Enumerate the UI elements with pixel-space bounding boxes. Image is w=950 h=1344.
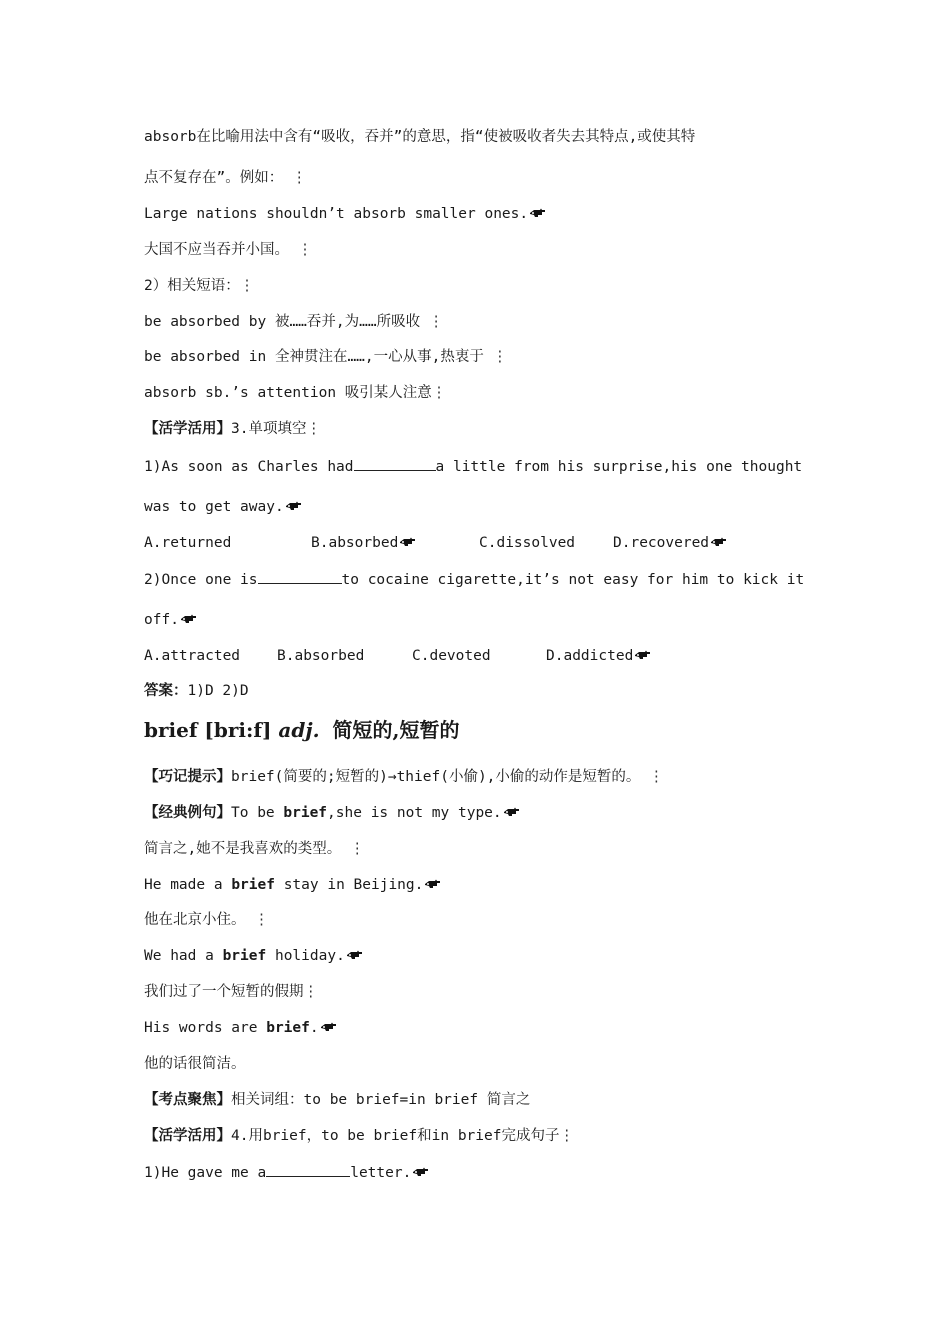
question-1-line-2 — [144, 497, 303, 517]
hand-pointer-icon — [180, 613, 198, 625]
text-line: He made a — [144, 877, 232, 893]
option-b: B.absorbed — [277, 648, 365, 664]
text-line: His words are — [144, 1020, 267, 1036]
text-line: letter. — [350, 1165, 412, 1181]
example-3-en — [144, 946, 364, 966]
text-line: 4.用brief，to be brief和in brief完成句子 — [231, 1128, 560, 1144]
text-line: 3.单项填空 — [231, 421, 307, 437]
vertical-ellipsis-mark: ⋮ — [303, 984, 318, 1000]
option-a: A.attracted — [144, 648, 241, 664]
focus-line — [144, 1090, 530, 1110]
text-line: 相关词组：to be brief=in brief 简言之 — [231, 1092, 531, 1108]
word-heading — [144, 716, 460, 744]
option-text: D.recovered — [613, 535, 710, 551]
text-line: . — [309, 1020, 319, 1036]
vertical-ellipsis-mark: ⋮ — [239, 278, 255, 294]
text-line: off. — [144, 612, 179, 628]
phrase-line-2 — [144, 347, 507, 367]
example-cn-line — [144, 240, 312, 260]
hand-pointer-icon — [710, 536, 728, 548]
keyword: brief — [231, 877, 275, 893]
vertical-ellipsis-mark: ⋮ — [254, 912, 269, 928]
text-line: 1)As soon as Charles had — [144, 459, 354, 475]
section-label: 【巧记提示】 — [144, 769, 231, 785]
vertical-ellipsis-mark: ⋮ — [428, 314, 444, 330]
keyword: brief — [222, 948, 267, 964]
section-label: 【活学活用】 — [144, 421, 231, 437]
keyword: brief — [266, 1020, 310, 1036]
text-line: To be — [231, 805, 284, 821]
example-1-en — [144, 803, 521, 823]
headword: brief — [144, 718, 198, 742]
phrase-line-3 — [144, 383, 446, 403]
text-line: 点不复存在”。例如： — [144, 170, 284, 186]
text-line: 2)Once one is — [144, 572, 258, 588]
hand-pointer-icon — [412, 1166, 430, 1178]
hand-pointer-icon — [399, 536, 417, 548]
text-line: 2）相关短语： — [144, 278, 240, 294]
vertical-ellipsis-mark: ⋮ — [559, 1128, 574, 1144]
hand-pointer-icon — [424, 878, 442, 890]
option-text: D.addicted — [546, 648, 634, 664]
text-line: brief(简要的;短暂的)→thief(小偷),小偷的动作是短暂的。 — [231, 769, 641, 785]
hand-pointer-icon — [634, 649, 652, 661]
vertical-ellipsis-mark: ⋮ — [306, 421, 321, 437]
text-line: be absorbed in 全神贯注在……,一心从事,热衷于 — [144, 349, 484, 365]
question-2-start — [144, 569, 804, 589]
text-line: was to get away. — [144, 499, 284, 515]
option-d — [613, 533, 728, 553]
hand-pointer-icon — [320, 1021, 338, 1033]
exercise-heading-2 — [144, 1126, 574, 1146]
sentence-1-line — [144, 1162, 430, 1182]
vertical-ellipsis-mark: ⋮ — [297, 242, 313, 258]
question-2-line-1 — [144, 569, 806, 589]
text-line: to cocaine cigarette,it’s not easy for him to kick it — [341, 572, 805, 588]
text-line: Large nations shouldn’t absorb smaller ones. — [144, 206, 529, 222]
answer-line — [144, 681, 249, 701]
paragraph-line-2 — [144, 168, 306, 188]
example-3-cn — [144, 982, 318, 1002]
hand-pointer-icon — [346, 949, 364, 961]
phrases-heading — [144, 276, 254, 296]
text-line: We had a — [144, 948, 223, 964]
answer-text: 1)D 2)D — [187, 683, 249, 699]
text-line: 1)He gave me a — [144, 1165, 267, 1181]
answer-label: 答案： — [144, 683, 188, 699]
exercise-heading-1 — [144, 419, 321, 439]
question-1-start — [144, 456, 802, 476]
keyword: brief — [283, 805, 328, 821]
option-a: A.returned — [144, 535, 232, 551]
hand-pointer-icon — [529, 207, 547, 219]
vertical-ellipsis-mark: ⋮ — [349, 841, 365, 857]
example-2-en — [144, 875, 442, 895]
question-1-line-1 — [144, 456, 806, 476]
text-line: absorb sb.’s attention 吸引某人注意 — [144, 385, 432, 401]
vertical-ellipsis-mark: ⋮ — [649, 769, 664, 785]
text-line: 他的话很简洁。 — [144, 1056, 246, 1072]
text-line: 简言之,她不是我喜欢的类型。 — [144, 841, 342, 857]
example-en-line — [144, 204, 547, 224]
option-c: C.devoted — [412, 648, 491, 664]
phonetic: [bri:f] — [204, 718, 272, 742]
answer-blank — [266, 1162, 350, 1177]
text-line: a little from his surprise,his one thought — [435, 459, 803, 475]
example-2-cn — [144, 910, 269, 930]
text-line: ,she is not my type. — [327, 805, 502, 821]
section-label: 【经典例句】 — [144, 805, 231, 821]
vertical-ellipsis-mark: ⋮ — [431, 385, 447, 401]
text-line: holiday. — [266, 948, 345, 964]
text-line: 他在北京小住。 — [144, 912, 246, 928]
hand-pointer-icon — [285, 500, 303, 512]
text-line: absorb在比喻用法中含有“吸收，吞并”的意思，指“使被吸收者失去其特点,或使其特 — [144, 129, 696, 145]
option-c: C.dissolved — [479, 535, 576, 551]
vertical-ellipsis-mark: ⋮ — [492, 349, 508, 365]
hand-pointer-icon — [503, 806, 521, 818]
section-label: 【活学活用】 — [144, 1128, 231, 1144]
part-of-speech: adj. — [278, 718, 320, 742]
phrase-line-1 — [144, 312, 443, 332]
vertical-ellipsis-mark: ⋮ — [291, 170, 307, 186]
example-4-en — [144, 1018, 338, 1038]
text-line: be absorbed by 被……吞并,为……所吸收 — [144, 314, 421, 330]
meaning: 简短的,短暂的 — [332, 718, 460, 742]
answer-blank — [258, 569, 342, 584]
memory-tip-line — [144, 767, 664, 787]
paragraph-line-1 — [144, 127, 806, 147]
option-d — [546, 646, 652, 666]
example-4-cn — [144, 1054, 246, 1074]
text-line: stay in Beijing. — [274, 877, 424, 893]
option-text: B.absorbed — [311, 535, 399, 551]
answer-blank — [354, 456, 436, 471]
text-line: 大国不应当吞并小国。 — [144, 242, 289, 258]
example-1-cn — [144, 839, 364, 859]
text-line: 我们过了一个短暂的假期 — [144, 984, 304, 1000]
question-2-line-2 — [144, 610, 198, 630]
section-label: 【考点聚焦】 — [144, 1092, 231, 1108]
option-b — [311, 533, 417, 553]
